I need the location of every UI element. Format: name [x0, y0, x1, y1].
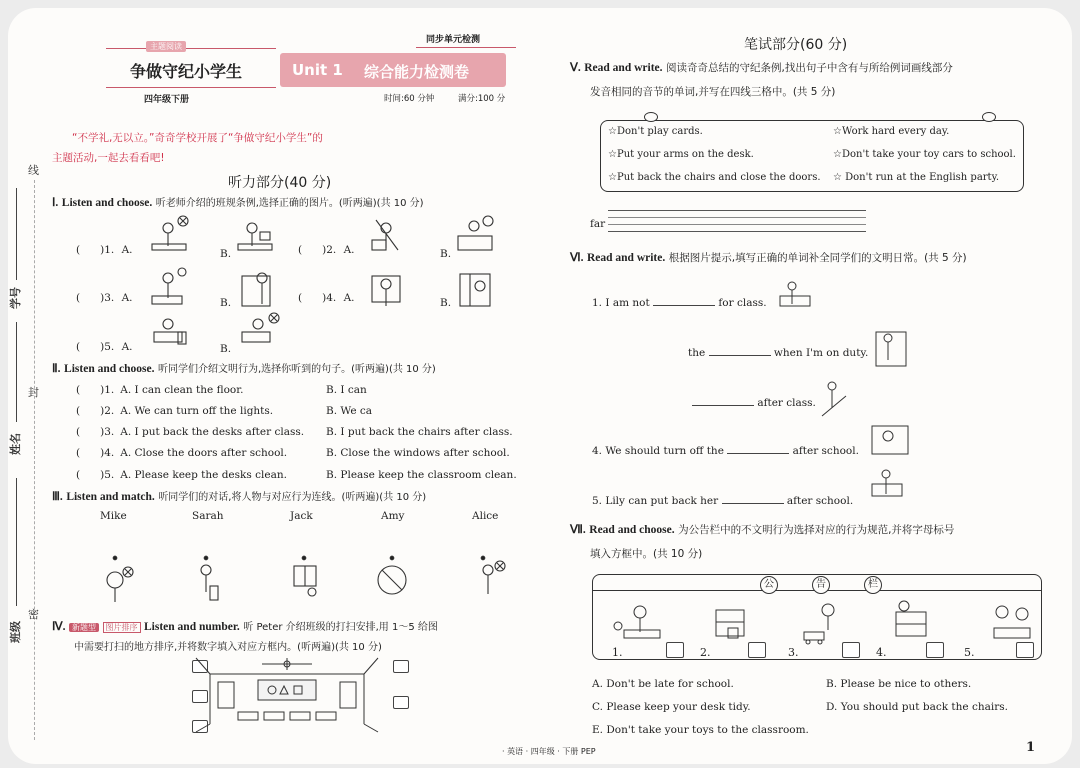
q3-name-mike[interactable]: Mike [100, 510, 127, 522]
answer-paren-open[interactable]: ( [76, 469, 81, 481]
q7-num-1: 1. [612, 646, 623, 659]
option-a: A. Please keep the desks clean. [120, 469, 287, 481]
q6-answer-blank-1[interactable] [653, 296, 715, 306]
q2-item-3 [76, 426, 304, 438]
q2-title-cn: 听同学们介绍文明行为,选择你听到的句子。(听两遍)(共 10 分) [157, 364, 436, 375]
q6-s4-prefix: 4. We should turn off the [592, 445, 724, 457]
page-number: 1 [1026, 740, 1036, 755]
q5-example-word: far [590, 218, 606, 230]
q2-num: Ⅱ. [52, 363, 61, 375]
item-number: )4. [100, 447, 115, 459]
q6-answer-blank-2[interactable] [709, 346, 771, 356]
q5-rule-left-2: ☆Put your arms on the desk. [608, 149, 754, 160]
behavior-no-food-icon [378, 566, 406, 594]
q7-title-cn: 为公告栏中的不文明行为选择对应的行为规范,并将字母标号 [678, 524, 955, 536]
q3-name-sarah[interactable]: Sarah [192, 510, 224, 522]
q6-s2-suffix: when I'm on duty. [773, 347, 869, 359]
q4-title-cn-2: 中需要打扫的地方排序,并将数字填入对应方框内。(听两遍)(共 10 分) [74, 642, 382, 653]
q3-title-cn: 听同学们的对话,将人物与对应行为连线。(听两遍)(共 10 分) [158, 492, 427, 503]
header-tag: 主题阅读 [146, 41, 186, 52]
q6-heading [570, 250, 967, 265]
theme-title: 争做守纪小学生 [130, 62, 243, 81]
picture-1b-icon [238, 223, 272, 250]
grade-label: 四年级下册 [144, 95, 190, 105]
student-number-field[interactable] [16, 188, 17, 280]
q4-answer-box-4[interactable] [393, 660, 409, 673]
item-number: )2. [100, 405, 115, 417]
q7-option-d: D. You should put back the chairs. [826, 701, 1008, 713]
q2-item-2-b: B. We ca [326, 405, 373, 417]
scroll-curl-right-icon [982, 112, 996, 122]
scroll-curl-left-icon [644, 112, 658, 122]
option-a-label: A. [121, 292, 133, 304]
q6-s5-suffix: after school. [786, 495, 854, 507]
picture-4b-icon [460, 274, 490, 306]
q7-option-e: E. Don't take your toys to the classroom. [592, 724, 809, 736]
hint-late-icon [780, 282, 810, 306]
q4-title-cn: 听 Peter 介绍班级的打扫安排,用 1～5 给图 [243, 622, 438, 633]
q5-rule-right-3: ☆ Don't run at the English party. [833, 172, 1000, 183]
item-number: )1. [100, 244, 115, 256]
answer-paren-open[interactable]: ( [76, 341, 81, 353]
q3-heading [52, 488, 426, 503]
name-field[interactable] [16, 322, 17, 422]
behavior-no-shouting-icon [107, 567, 133, 602]
q5-four-line-grid[interactable] [608, 210, 866, 232]
q7-option-b: B. Please be nice to others. [826, 678, 972, 690]
q2-title-en: Listen and choose. [64, 363, 155, 375]
q2-item-1 [76, 384, 243, 396]
hint-chair-icon [872, 470, 902, 496]
q4-title-en: Listen and number. [144, 621, 240, 633]
q7-answer-box-5[interactable] [1016, 642, 1034, 658]
item-number: )3. [100, 426, 115, 438]
binding-line-char: 线 [28, 164, 39, 177]
left-window-icon [218, 682, 234, 708]
q7-notice-pictures [604, 598, 1034, 648]
q1-heading [52, 194, 424, 209]
answer-paren-open[interactable]: ( [76, 244, 81, 256]
q2-heading [52, 360, 436, 375]
writing-section-title: 笔试部分(60 分) [744, 37, 848, 53]
q2-item-2 [76, 405, 273, 417]
behavior-trash-icon [201, 565, 218, 600]
blackboard-icon [258, 680, 316, 700]
q7-num-2: 2. [700, 646, 711, 659]
behavior-window-icon [294, 566, 316, 596]
picture-3b-icon [242, 273, 270, 306]
answer-paren-open[interactable]: ( [298, 292, 303, 304]
q1-item-1 [76, 244, 133, 256]
q6-sentence-1 [592, 296, 767, 309]
hint-sweep-icon [822, 382, 846, 416]
answer-paren-open[interactable]: ( [76, 384, 81, 396]
board-char-2: 告 [812, 576, 830, 594]
class-field[interactable] [16, 478, 17, 606]
q7-title-cn-2: 填入方框中。(共 10 分) [590, 548, 703, 560]
q7-num: Ⅶ. [570, 524, 586, 536]
q1-num: Ⅰ. [52, 197, 59, 209]
q3-name-alice[interactable]: Alice [472, 510, 499, 522]
picture-2a-icon [372, 220, 398, 250]
q7-answer-box-2[interactable] [748, 642, 766, 658]
q6-s3-suffix: after class. [757, 397, 816, 409]
q3-num: Ⅲ. [52, 491, 63, 503]
scene-late-icon [896, 601, 926, 636]
q2-item-4-b: B. Close the windows after school. [326, 447, 510, 459]
answer-paren-open[interactable]: ( [76, 292, 81, 304]
q2-item-3-b: B. I put back the chairs after class. [326, 426, 513, 438]
intro-line-2: 主题活动,一起去看看吧! [52, 152, 165, 164]
q5-rule-left-1: ☆Don't play cards. [608, 126, 703, 137]
ceiling-fan-icon [262, 658, 312, 670]
binding-seal-char: 封 [28, 386, 39, 399]
option-a: A. I put back the desks after class. [120, 426, 305, 438]
binding-dashed-line [34, 180, 35, 740]
unit-label: Unit 1 [292, 61, 343, 79]
q1-item-2-b: B. [440, 248, 452, 260]
q3-name-amy[interactable]: Amy [381, 510, 405, 522]
picture-5a-icon [154, 319, 186, 344]
q6-title-cn: 根据图片提示,填写正确的单词补全同学们的文明日常。(共 5 分) [668, 252, 967, 264]
item-number: )3. [100, 292, 115, 304]
q7-num-5: 5. [964, 646, 975, 659]
q4-badge: 新题型 [69, 623, 99, 632]
q4-num: Ⅳ. [52, 621, 66, 633]
class-label: 班级 [9, 621, 22, 643]
picture-2b-icon [458, 216, 493, 250]
q6-title-en: Read and write. [586, 252, 666, 264]
option-a-label: A. [343, 244, 355, 256]
q7-answer-box-1[interactable] [666, 642, 684, 658]
board-char-1: 公 [760, 576, 778, 594]
q7-heading [570, 522, 954, 537]
intro-line-1: “不学礼,无以立。”奇奇学校开展了“争做守纪小学生”的 [72, 132, 323, 144]
q3-name-jack[interactable]: Jack [290, 510, 313, 522]
q4-answer-box-5[interactable] [393, 696, 409, 709]
q7-option-a: A. Don't be late for school. [592, 678, 734, 690]
answer-paren-open[interactable]: ( [76, 426, 81, 438]
time-label: 时间:60 分钟 [384, 94, 435, 104]
q6-s2-prefix: the [688, 347, 706, 359]
q6-answer-blank-5[interactable] [722, 494, 784, 504]
q6-s5-prefix: 5. Lily can put back her [592, 495, 719, 507]
student-number-label: 学号 [9, 287, 22, 309]
board-char-3: 栏 [864, 576, 882, 594]
answer-paren-open[interactable]: ( [76, 405, 81, 417]
scene-chairs-icon [716, 610, 744, 638]
q2-item-4 [76, 447, 287, 459]
option-a: A. I can clean the floor. [120, 384, 244, 396]
q1-pictures [138, 214, 498, 364]
q1-item-3 [76, 292, 133, 304]
q4-classroom-picture [192, 654, 382, 734]
option-a: A. Close the doors after school. [120, 447, 288, 459]
q7-answer-box-3[interactable] [842, 642, 860, 658]
picture-3a-icon [152, 268, 186, 304]
q6-s4-suffix: after school. [792, 445, 859, 457]
scene-messy-desk-icon [614, 606, 660, 638]
q7-answer-box-4[interactable] [926, 642, 944, 658]
q1-item-5-b: B. [220, 343, 232, 355]
item-number: )1. [100, 384, 115, 396]
q5-heading [570, 60, 953, 75]
q1-title-cn: 听老师介绍的班规条例,选择正确的图片。(听两遍)(共 10 分) [155, 198, 424, 209]
item-number: )5. [100, 341, 115, 353]
item-number: )2. [322, 244, 337, 256]
q7-title-en: Read and choose. [589, 524, 675, 536]
q6-num: Ⅵ. [570, 252, 584, 264]
q7-num-4: 4. [876, 646, 887, 659]
behavior-watering-icon [483, 561, 505, 594]
q4-badge-2: 图片排序 [103, 622, 141, 633]
worksheet-page [8, 8, 1072, 764]
scene-rude-icon [994, 606, 1030, 638]
q1-item-5 [76, 341, 133, 353]
q6-hint-pictures [773, 276, 916, 516]
option-a-label: A. [343, 292, 355, 304]
q6-s1-prefix: 1. I am not [592, 297, 650, 309]
q7-num-3: 3. [788, 646, 799, 659]
q7-option-c: C. Please keep your desk tidy. [592, 701, 751, 713]
q5-title-cn-2: 发音相同的音节的单词,并写在四线三格中。(共 5 分) [590, 86, 836, 98]
q3-title-en: Listen and match. [66, 491, 155, 503]
option-a-label: A. [121, 341, 133, 353]
right-window-icon [340, 682, 356, 708]
dot-marker-icon [113, 556, 485, 560]
q2-item-5 [76, 469, 287, 481]
q1-item-4-b: B. [440, 297, 452, 309]
q1-item-3-b: B. [220, 297, 232, 309]
picture-5b-icon [242, 313, 279, 342]
scene-toy-car-icon [804, 604, 834, 644]
q6-s1-suffix: for class. [718, 297, 767, 309]
item-number: )4. [322, 292, 337, 304]
listening-section-title: 听力部分(40 分) [228, 175, 332, 191]
q2-item-1-b: B. I can [326, 384, 367, 396]
q2-item-5-b: B. Please keep the classroom clean. [326, 469, 517, 481]
q6-answer-blank-3[interactable] [692, 396, 754, 406]
q5-rule-right-2: ☆Don't take your toy cars to school. [833, 149, 1016, 160]
sync-label: 同步单元检测 [426, 35, 481, 45]
q4-heading [52, 618, 438, 633]
q3-behavior-pictures [96, 554, 516, 604]
hint-window-icon [876, 332, 906, 366]
desks-icon [238, 712, 336, 720]
option-a: A. We can turn off the lights. [120, 405, 274, 417]
q5-rule-left-3: ☆Put back the chairs and close the doors. [608, 172, 821, 183]
q5-rule-right-1: ☆Work hard every day. [833, 126, 950, 137]
picture-4a-icon [372, 276, 400, 306]
name-label: 姓名 [9, 433, 22, 455]
answer-paren-open[interactable]: ( [298, 244, 303, 256]
exam-title: 综合能力检测卷 [364, 63, 470, 81]
q1-item-1-b: B. [220, 248, 232, 260]
option-a-label: A. [121, 244, 133, 256]
answer-paren-open[interactable]: ( [76, 447, 81, 459]
q1-title-en: Listen and choose. [61, 197, 153, 209]
item-number: )5. [100, 469, 115, 481]
sync-line [416, 47, 516, 48]
q5-num: Ⅴ. [570, 62, 581, 74]
q5-title-cn: 阅读奇奇总结的守纪条例,找出句子中含有与所给例词画线部分 [666, 62, 953, 74]
binding-fold-char: 密 [28, 608, 39, 621]
score-label: 满分:100 分 [458, 94, 506, 104]
hint-light-icon [872, 426, 908, 454]
footer-label: · 英语 · 四年级 · 下册 PEP [502, 747, 596, 756]
q5-title-en: Read and write. [584, 62, 663, 74]
picture-1a-icon [152, 216, 188, 250]
